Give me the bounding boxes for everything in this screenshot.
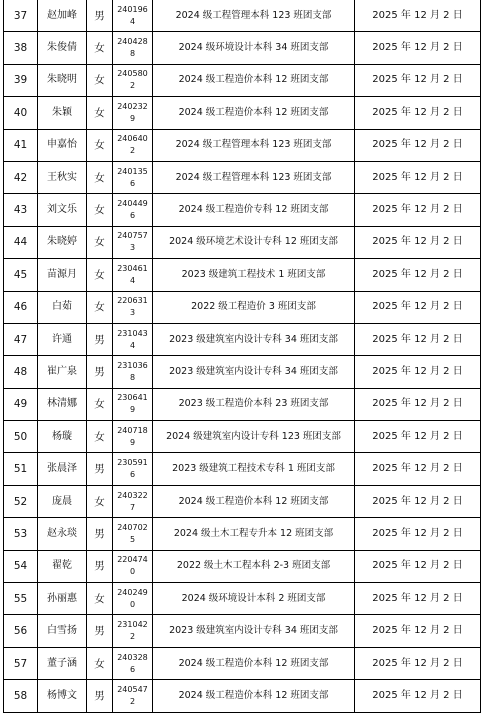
league-branch: 2023 级工程造价本科 23 班团支部: [153, 388, 355, 420]
row-number: 44: [4, 226, 38, 258]
table-row: [4, 421, 481, 453]
date: 2025 年 12 月 2 日: [355, 129, 481, 161]
member-name: 朱俊倩: [38, 32, 87, 64]
date: 2025 年 12 月 2 日: [355, 550, 481, 582]
table-row: [4, 323, 481, 355]
league-branch: 2024 级工程造价专科 12 班团支部: [153, 194, 355, 226]
date: 2025 年 12 月 2 日: [355, 194, 481, 226]
member-gender: 男: [87, 550, 113, 582]
table-row: [4, 356, 481, 388]
table-row: [4, 518, 481, 550]
row-number: 40: [4, 97, 38, 129]
member-name: 王秋实: [38, 161, 87, 193]
row-number: 43: [4, 194, 38, 226]
date: 2025 年 12 月 2 日: [355, 421, 481, 453]
date: 2025 年 12 月 2 日: [355, 356, 481, 388]
league-branch: 2024 级工程造价本科 12 班团支部: [153, 647, 355, 679]
member-name: 庞晨: [38, 485, 87, 517]
row-number: 37: [4, 0, 38, 32]
member-name: 杨博文: [38, 680, 87, 712]
member-id: 2403286: [113, 647, 153, 679]
league-branch: 2023 级建筑室内设计专科 34 班团支部: [153, 356, 355, 388]
member-gender: 女: [87, 647, 113, 679]
member-id: 2405802: [113, 64, 153, 96]
member-name: 苗源月: [38, 259, 87, 291]
member-gender: 女: [87, 259, 113, 291]
member-name: 张晨泽: [38, 453, 87, 485]
date: 2025 年 12 月 2 日: [355, 259, 481, 291]
league-branch: 2024 级环境设计本科 2 班团支部: [153, 583, 355, 615]
date: 2025 年 12 月 2 日: [355, 647, 481, 679]
member-id: 2204740: [113, 550, 153, 582]
member-id: 2402329: [113, 97, 153, 129]
member-gender: 男: [87, 356, 113, 388]
member-gender: 男: [87, 518, 113, 550]
table-row: [4, 485, 481, 517]
member-id: 2405472: [113, 680, 153, 712]
date: 2025 年 12 月 2 日: [355, 97, 481, 129]
table-row: [4, 583, 481, 615]
table-row: [4, 194, 481, 226]
row-number: 50: [4, 421, 38, 453]
row-number: 46: [4, 291, 38, 323]
date: 2025 年 12 月 2 日: [355, 485, 481, 517]
date: 2025 年 12 月 2 日: [355, 64, 481, 96]
member-name: 许通: [38, 323, 87, 355]
date: 2025 年 12 月 2 日: [355, 615, 481, 647]
table-row: [4, 0, 481, 32]
member-gender: 女: [87, 226, 113, 258]
row-number: 51: [4, 453, 38, 485]
league-branch: 2024 级工程造价本科 12 班团支部: [153, 64, 355, 96]
row-number: 41: [4, 129, 38, 161]
member-gender: 女: [87, 485, 113, 517]
member-id: 2206313: [113, 291, 153, 323]
member-name: 崔广泉: [38, 356, 87, 388]
member-name: 朱晓明: [38, 64, 87, 96]
row-number: 56: [4, 615, 38, 647]
table-row: [4, 453, 481, 485]
date: 2025 年 12 月 2 日: [355, 388, 481, 420]
league-branch: 2022 级工程造价 3 班团支部: [153, 291, 355, 323]
member-gender: 男: [87, 615, 113, 647]
member-gender: 女: [87, 32, 113, 64]
table-row: [4, 64, 481, 96]
row-number: 53: [4, 518, 38, 550]
league-branch: 2024 级建筑室内设计专科 123 班团支部: [153, 421, 355, 453]
row-number: 58: [4, 680, 38, 712]
row-number: 57: [4, 647, 38, 679]
member-gender: 女: [87, 291, 113, 323]
row-number: 38: [4, 32, 38, 64]
member-id: 2401356: [113, 161, 153, 193]
member-gender: 女: [87, 388, 113, 420]
table-row: [4, 291, 481, 323]
member-id: 2304614: [113, 259, 153, 291]
row-number: 39: [4, 64, 38, 96]
member-id: 2305916: [113, 453, 153, 485]
member-name: 赵永琰: [38, 518, 87, 550]
table-row: [4, 259, 481, 291]
league-branch: 2023 级建筑工程技术 1 班团支部: [153, 259, 355, 291]
member-gender: 男: [87, 323, 113, 355]
date: 2025 年 12 月 2 日: [355, 0, 481, 32]
league-branch: 2024 级工程管理本科 123 班团支部: [153, 129, 355, 161]
member-name: 白雪扬: [38, 615, 87, 647]
member-name: 林清娜: [38, 388, 87, 420]
member-gender: 女: [87, 161, 113, 193]
table-row: [4, 680, 481, 712]
table-row: [4, 388, 481, 420]
row-number: 45: [4, 259, 38, 291]
table-row: [4, 161, 481, 193]
member-name: 翟乾: [38, 550, 87, 582]
member-gender: 女: [87, 129, 113, 161]
member-id: 2404288: [113, 32, 153, 64]
member-gender: 女: [87, 421, 113, 453]
member-gender: 女: [87, 583, 113, 615]
date: 2025 年 12 月 2 日: [355, 291, 481, 323]
table-row: [4, 647, 481, 679]
member-name: 申嘉怡: [38, 129, 87, 161]
league-branch: 2022 级土木工程本科 2-3 班团支部: [153, 550, 355, 582]
member-id: 2407573: [113, 226, 153, 258]
table-row: [4, 615, 481, 647]
member-id: 2310368: [113, 356, 153, 388]
league-branch: 2024 级土木工程专升本 12 班团支部: [153, 518, 355, 550]
league-branch: 2024 级环境艺术设计专科 12 班团支部: [153, 226, 355, 258]
date: 2025 年 12 月 2 日: [355, 453, 481, 485]
member-id: 2402490: [113, 583, 153, 615]
member-id: 2406402: [113, 129, 153, 161]
member-id: 2401964: [113, 0, 153, 32]
member-id: 2306419: [113, 388, 153, 420]
date: 2025 年 12 月 2 日: [355, 323, 481, 355]
member-id: 2310434: [113, 323, 153, 355]
league-branch: 2024 级环境设计本科 34 班团支部: [153, 32, 355, 64]
league-branch: 2023 级建筑工程技术专科 1 班团支部: [153, 453, 355, 485]
table-row: [4, 550, 481, 582]
league-branch: 2024 级工程造价本科 12 班团支部: [153, 680, 355, 712]
member-name: 赵加峰: [38, 0, 87, 32]
date: 2025 年 12 月 2 日: [355, 226, 481, 258]
row-number: 47: [4, 323, 38, 355]
date: 2025 年 12 月 2 日: [355, 161, 481, 193]
table-row: [4, 97, 481, 129]
row-number: 48: [4, 356, 38, 388]
league-branch: 2023 级建筑室内设计专科 34 班团支部: [153, 615, 355, 647]
date: 2025 年 12 月 2 日: [355, 583, 481, 615]
table-body: [4, 0, 481, 712]
table-row: [4, 32, 481, 64]
member-id: 2407189: [113, 421, 153, 453]
member-gender: 男: [87, 0, 113, 32]
league-branch: 2024 级工程管理本科 123 班团支部: [153, 0, 355, 32]
row-number: 52: [4, 485, 38, 517]
member-id: 2404496: [113, 194, 153, 226]
league-branch: 2024 级工程造价本科 12 班团支部: [153, 485, 355, 517]
member-name: 董子涵: [38, 647, 87, 679]
date: 2025 年 12 月 2 日: [355, 32, 481, 64]
row-number: 42: [4, 161, 38, 193]
league-branch: 2023 级建筑室内设计专科 34 班团支部: [153, 323, 355, 355]
table-row: [4, 129, 481, 161]
member-table: [3, 0, 481, 713]
member-id: 2403227: [113, 485, 153, 517]
member-id: 2310422: [113, 615, 153, 647]
league-branch: 2024 级工程管理本科 123 班团支部: [153, 161, 355, 193]
row-number: 54: [4, 550, 38, 582]
date: 2025 年 12 月 2 日: [355, 680, 481, 712]
member-name: 杨璇: [38, 421, 87, 453]
member-name: 朱晓婷: [38, 226, 87, 258]
member-id: 2407025: [113, 518, 153, 550]
date: 2025 年 12 月 2 日: [355, 518, 481, 550]
member-gender: 男: [87, 453, 113, 485]
member-gender: 女: [87, 97, 113, 129]
member-name: 白茹: [38, 291, 87, 323]
member-name: 刘文乐: [38, 194, 87, 226]
member-gender: 女: [87, 194, 113, 226]
member-name: 孙丽惠: [38, 583, 87, 615]
row-number: 55: [4, 583, 38, 615]
league-branch: 2024 级工程造价本科 12 班团支部: [153, 97, 355, 129]
row-number: 49: [4, 388, 38, 420]
member-gender: 男: [87, 680, 113, 712]
member-name: 朱颖: [38, 97, 87, 129]
table-row: [4, 226, 481, 258]
member-gender: 女: [87, 64, 113, 96]
